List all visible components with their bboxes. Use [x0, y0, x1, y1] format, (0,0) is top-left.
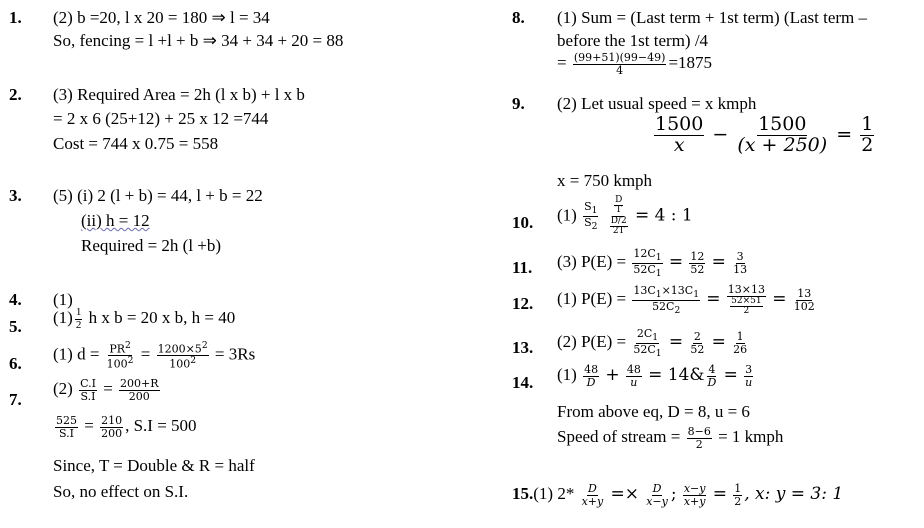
- solution-line: (2) Let usual speed = x kmph: [557, 94, 757, 113]
- solution-line: Cost = 744 x 0.75 = 558: [53, 134, 219, 153]
- equation: $\frac{1500}{x}$ − $\frac{1500}{(x + 250)}$ = $\frac{1}{2}$: [655, 113, 874, 156]
- solution-line: (1) $\frac{S_1}{S_2}$ $\frac{\frac{D}{T}}{\frac{D/2}{2T}}$ = 4 : 1: [557, 195, 693, 237]
- solution-line: (1): [53, 290, 73, 309]
- solution-line: (1) $\frac{1}{2}$ h x b = 20 x b, h = 40: [53, 306, 236, 331]
- question-number: 4.: [9, 290, 22, 309]
- question-number: 3.: [9, 186, 22, 205]
- question-number: 10.: [512, 213, 534, 232]
- solution-line: (1) P(E) = $\frac{13C_1\times 13C_1}{52C_2}$ = $\frac{13\times 13}{\frac{52\times 51}{2}}$ = $\frac{13}{102}$: [557, 283, 815, 316]
- solution-line: (3) Required Area = 2h (l x b) + l x b: [53, 85, 305, 104]
- question-number: 11.: [512, 258, 533, 277]
- solution-line: (2) b =20, l x 20 = 180 ⇒ l = 34: [53, 8, 270, 27]
- question-number: 1.: [9, 8, 22, 27]
- solution-line: before the 1st term) /4: [557, 31, 709, 50]
- solution-line: So, no effect on S.I.: [53, 482, 189, 501]
- question-number: 14.: [512, 373, 534, 392]
- solution-line: $\frac{525}{S.I}$ = $\frac{210}{200}$ , S.I = 500: [56, 414, 197, 440]
- solution-line: (2) $\frac{C.I}{S.I}$ = $\frac{200+R}{200}$: [53, 377, 159, 403]
- solution-line: (1) d = $\frac{PR^2}{100^2}$ = $\frac{1200\times 5^2}{100^2}$ = 3Rs: [53, 340, 256, 371]
- question-number: 8.: [512, 8, 525, 27]
- solution-line: = 2 x 6 (25+12) + 25 x 12 =744: [53, 109, 269, 128]
- question-number: 2.: [9, 85, 22, 104]
- solution-line: So, fencing = l +l + b ⇒ 34 + 34 + 20 = 88: [53, 31, 344, 50]
- solution-line: 15.(1) 2* $\frac{D}{x+y}$ =× $\frac{D}{x-y}$ ; $\frac{x-y}{x+y}$ = $\frac{1}{2}$ , x: y = 3: 1: [512, 482, 844, 508]
- solution-line: Since, T = Double & R = half: [53, 456, 255, 475]
- solution-line: (3) P(E) = $\frac{12C_1}{52C_1}$ = $\frac{12}{52}$ = $\frac{3}{13}$: [557, 247, 748, 279]
- question-number: 7.: [9, 390, 22, 409]
- solution-line: (1) $\frac{48}{D}$ + $\frac{48}{u}$ = 14& $\frac{4}{D}$ = $\frac{3}{u}$: [557, 363, 753, 389]
- solution-line: Speed of stream = $\frac{8-6}{2}$ = 1 kmph: [557, 425, 784, 451]
- solution-line: From above eq, D = 8, u = 6: [557, 402, 750, 421]
- question-number: 13.: [512, 338, 534, 357]
- question-number: 6.: [9, 354, 22, 373]
- question-number: 15.: [512, 483, 534, 503]
- solution-line: (ii) h = 12: [81, 211, 150, 230]
- question-number: 5.: [9, 317, 22, 336]
- solution-line: (2) P(E) = $\frac{2C_1}{52C_1}$ = $\frac{2}{52}$ = $\frac{1}{26}$: [557, 327, 748, 359]
- question-number: 12.: [512, 294, 534, 313]
- question-number: 9.: [512, 94, 525, 113]
- solution-line: (1) Sum = (Last term + 1st term) (Last term –: [557, 8, 867, 27]
- solution-line: x = 750 kmph: [557, 171, 653, 190]
- solution-line: Required = 2h (l +b): [81, 236, 222, 255]
- solution-line: = $\frac{(99+51)(99-49)}{4}$ =1875: [557, 51, 713, 77]
- solution-line: (5) (i) 2 (l + b) = 44, l + b = 22: [53, 186, 263, 205]
